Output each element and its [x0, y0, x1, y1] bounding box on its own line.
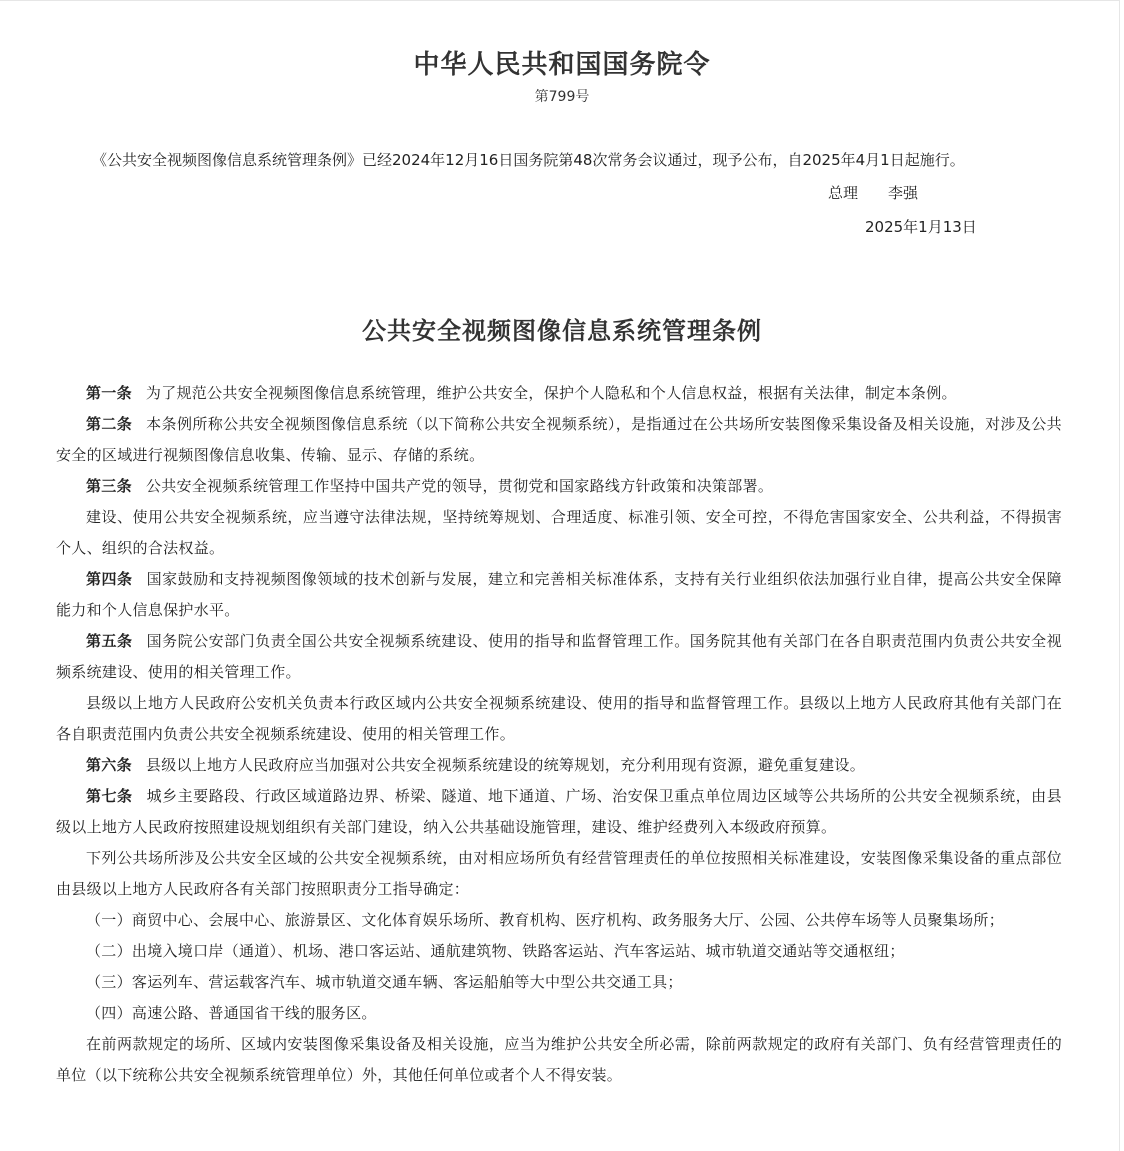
paragraph [56, 781, 1062, 843]
article-text: 县级以上地方人民政府公安机关负责本行政区域内公共安全视频系统建设、使用的指导和监督管理工作。县级以上地方人民政府其他有关部门在各自职责范围内负责公共安全视频系统建设、使用的相关管理工作。 [56, 694, 1062, 743]
paragraph [56, 750, 1062, 781]
article-number: 第四条 [86, 570, 133, 588]
signer-title: 总理 [828, 184, 859, 202]
decree-number: 第799号 [534, 89, 590, 105]
signature-line [828, 183, 918, 203]
article-number: 第二条 [86, 415, 133, 433]
article-text: 建设、使用公共安全视频系统，应当遵守法律法规，坚持统筹规划、合理适度、标准引领、安全可控，不得危害国家安全、公共利益，不得损害个人、组织的合法权益。 [56, 508, 1062, 557]
article-number: 第一条 [86, 384, 132, 402]
article-text: 县级以上地方人民政府应当加强对公共安全视频系统建设的统筹规划，充分利用现有资源，避免重复建设。 [145, 756, 866, 774]
article-number: 第五条 [86, 632, 133, 650]
signer-name: 李强 [888, 184, 919, 202]
paragraph [56, 843, 1062, 905]
regulation-body [56, 378, 1062, 1091]
article-text: 在前两款规定的场所、区域内安装图像采集设备及相关设施，应当为维护公共安全所必需，除前两款规定的政府有关部门、负有经营管理责任的单位（以下统称公共安全视频系统管理单位）外，其他任何单位或者个人不得安装。 [56, 1035, 1062, 1084]
article-number: 第七条 [86, 787, 133, 805]
article-text: （一）商贸中心、会展中心、旅游景区、文化体育娱乐场所、教育机构、医疗机构、政务服务大厅、公园、公共停车场等人员聚集场所； [86, 911, 1005, 929]
promulgation-statement: 《公共安全视频图像信息系统管理条例》已经2024年12月16日国务院第48次常务会议通过，现予公布，自2025年4月1日起施行。 [92, 151, 965, 169]
paragraph [56, 409, 1062, 471]
article-text: 下列公共场所涉及公共安全区域的公共安全视频系统，由对相应场所负有经营管理责任的单位按照相关标准建设，安装图像采集设备的重点部位由县级以上地方人民政府各有关部门按照职责分工指导确定： [56, 849, 1062, 898]
article-text: 公共安全视频系统管理工作坚持中国共产党的领导，贯彻党和国家路线方针政策和决策部署。 [145, 477, 774, 495]
article-number: 第三条 [86, 477, 132, 495]
decree-title: 中华人民共和国国务院令 [413, 50, 711, 80]
paragraph [56, 626, 1062, 688]
article-text: 国家鼓励和支持视频图像领域的技术创新与发展，建立和完善相关标准体系，支持有关行业组织依法加强行业自律，提高公共安全保障能力和个人信息保护水平。 [56, 570, 1062, 619]
paragraph [56, 1029, 1062, 1091]
article-text: （四）高速公路、普通国省干线的服务区。 [86, 1004, 377, 1022]
paragraph [56, 471, 1062, 502]
article-text: （二）出境入境口岸（通道）、机场、港口客运站、通航建筑物、铁路客运站、汽车客运站、城市轨道交通站等交通枢纽； [86, 942, 905, 960]
article-text: 本条例所称公共安全视频图像信息系统（以下简称公共安全视频系统），是指通过在公共场所安装图像采集设备及相关设施，对涉及公共安全的区域进行视频图像信息收集、传输、显示、存储的系统。 [56, 415, 1062, 464]
paragraph [56, 502, 1062, 564]
article-text: 为了规范公共安全视频图像信息系统管理，维护公共安全，保护个人隐私和个人信息权益，根据有关法律，制定本条例。 [145, 384, 957, 402]
paragraph [56, 564, 1062, 626]
paragraph [56, 967, 1062, 998]
paragraph [56, 936, 1062, 967]
article-number: 第六条 [86, 756, 132, 774]
article-text: 城乡主要路段、行政区域道路边界、桥梁、隧道、地下通道、广场、治安保卫重点单位周边区域等公共场所的公共安全视频系统，由县级以上地方人民政府按照建设规划组织有关部门建设，纳入公共基础设施管理，建设、维护经费列入本级政府预算。 [56, 787, 1062, 836]
paragraph [56, 998, 1062, 1029]
article-text: 国务院公安部门负责全国公共安全视频系统建设、使用的指导和监督管理工作。国务院其他有关部门在各自职责范围内负责公共安全视频系统建设、使用的相关管理工作。 [56, 632, 1062, 681]
article-text: （三）客运列车、营运载客汽车、城市轨道交通车辆、客运船舶等大中型公共交通工具； [86, 973, 683, 991]
regulation-title: 公共安全视频图像信息系统管理条例 [362, 316, 762, 345]
signing-date: 2025年1月13日 [865, 218, 977, 236]
paragraph [56, 378, 1062, 409]
paragraph [56, 688, 1062, 750]
paragraph [56, 905, 1062, 936]
